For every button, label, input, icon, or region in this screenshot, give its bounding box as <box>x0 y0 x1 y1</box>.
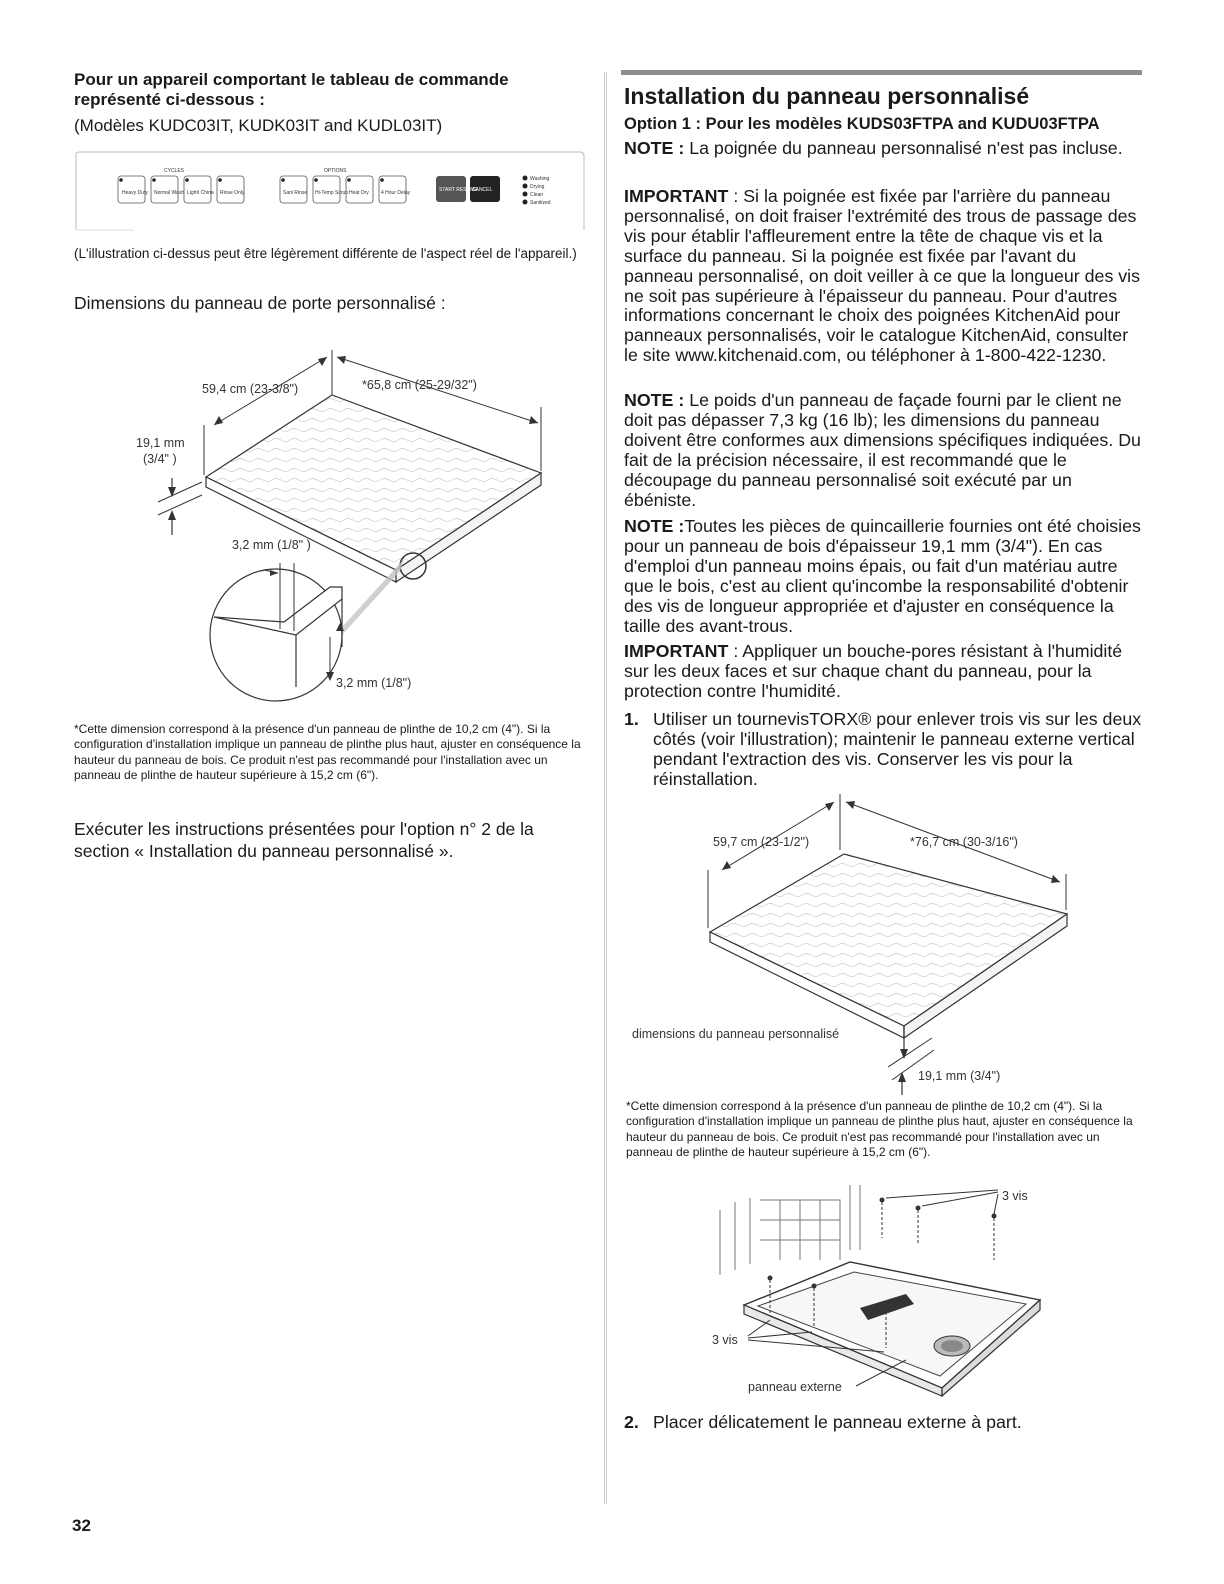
panel-dimensions-diagram <box>74 335 594 715</box>
start-resume-label: START RESUME <box>439 187 478 193</box>
note2-text: Le poids d'un panneau de façade fourni par le client ne doit pas dépasser 7,3 kg (16 lb); les dimensions du panneau doivent être conformes aux dimensions spécifiques indiquées. Du fait de la précision nécessaire, il est recommandé que le découpage du panneau personnalisé soit exécuté par un ébéniste. <box>624 390 1141 510</box>
panel-label: dimensions du panneau personnalisé <box>632 1027 840 1041</box>
outer-panel-label: panneau externe <box>748 1380 842 1394</box>
height-label: *76,7 cm (30-3/16") <box>910 835 1018 849</box>
thickness-label-in: (3/4" ) <box>143 452 177 466</box>
important2-text: : Appliquer un bouche-pores résistant à l'humidité sur les deux faces et sur chaque chant du panneau, pour la protection contre l'humidité. <box>624 641 1123 701</box>
important-handle <box>624 187 1144 366</box>
important2-label: IMPORTANT <box>624 641 729 661</box>
note-weight <box>624 391 1144 510</box>
note2-label: NOTE : <box>624 390 685 410</box>
note1-text: La poignée du panneau personnalisé n'est pas incluse. <box>684 138 1123 158</box>
step1-text: Utiliser un tournevisTORX® pour enlever trois vis sur les deux côtés (voir l'illustration); maintenir le panneau externe vertical pendant l'extraction des vis. Conserver les vis pour la réinstallation. <box>653 709 1142 789</box>
section-title: Installation du panneau personnalisé <box>624 83 1030 109</box>
note1-label: NOTE : <box>624 138 685 158</box>
sanitized-light-label: Sanitized <box>530 200 551 206</box>
note-hardware <box>624 517 1144 636</box>
door-screws-diagram <box>700 1180 1080 1405</box>
heat-dry-label: Heat Dry <box>349 190 369 196</box>
note-handle <box>624 139 1144 159</box>
washing-light-label: Washing <box>530 176 550 182</box>
execute-instructions: Exécuter les instructions présentées pour l'option n° 2 de la section « Installation du panneau personnalisé ». <box>74 819 534 861</box>
options-label: OPTIONS <box>324 168 347 174</box>
left-models: (Modèles KUDC03IT, KUDK03IT and KUDL03IT) <box>74 116 443 135</box>
heavy-duty-label: Heavy Duty <box>122 190 148 196</box>
sani-rinse-label: Sani Rinse <box>283 190 308 196</box>
dimensions-title: Dimensions du panneau de porte personnalisé : <box>74 293 446 313</box>
thickness-label: 19,1 mm (3/4") <box>918 1069 1001 1083</box>
column-divider <box>604 72 608 1504</box>
custom-panel-dimensions-diagram <box>622 790 1142 1095</box>
step2-number: 2. <box>624 1412 639 1432</box>
note3-text: Toutes les pièces de quincaillerie fournies ont été choisies pour un panneau de bois d'épaisseur 19,1 mm (3/4"). En cas d'emploi d'un panneau moins épais, ou fait d'un matériau autre que le bois, c'est au client qu'incombe la responsabilité d'obtenir des vis de longueur appropriée et d'ajuster en conséquence la taille des avant-trous. <box>624 516 1141 636</box>
note3-label: NOTE : <box>624 516 685 536</box>
left-footnote: *Cette dimension correspond à la présence d'un panneau de plinthe de 10,2 cm (4"). Si la configuration d'installation implique un panneau de plinthe plus haut, ajuster en conséquence la hauteur du panneau de bois. Ce produit n'est pas recommandé pour l'installation avec un panneau de plinthe de hauteur supérieure à 15,2 cm (6"). <box>74 722 581 783</box>
height-label: *65,8 cm (25-29/32") <box>362 378 477 392</box>
width-label: 59,4 cm (23-3/8") <box>202 382 299 396</box>
left-heading: Pour un appareil comportant le tableau de commande représenté ci-dessous : <box>74 70 509 109</box>
section-rule <box>621 70 1142 75</box>
option-title: Option 1 : Pour les modèles KUDS03FTPA and KUDU03FTPA <box>624 115 1100 133</box>
cycles-label: CYCLES <box>164 168 185 174</box>
cancel-label: CANCEL <box>472 187 493 193</box>
right-footnote: *Cette dimension correspond à la présence d'un panneau de plinthe de 10,2 cm (4"). Si la configuration d'installation implique un panneau de plinthe plus haut, ajuster en conséquence la hauteur du panneau de bois. Ce produit n'est pas recommandé pour l'installation avec un panneau de plinthe de hauteur supérieure à 15,2 cm (6"). <box>626 1099 1133 1160</box>
important1-label: IMPORTANT <box>624 186 729 206</box>
width-label: 59,7 cm (23-1/2") <box>713 835 810 849</box>
thickness-label-mm: 19,1 mm <box>136 436 185 450</box>
control-panel-illustration <box>74 150 586 232</box>
illustration-caption: (L'illustration ci-dessus peut être légèrement différente de l'aspect réel de l'appareil.) <box>74 246 577 261</box>
step2-text: Placer délicatement le panneau externe à part. <box>653 1412 1022 1432</box>
important-sealant <box>624 642 1144 702</box>
screws-bottom-label: 3 vis <box>712 1333 738 1347</box>
normal-wash-label: Normal Wash <box>154 190 185 196</box>
clean-light-label: Clean <box>530 192 544 198</box>
step-2 <box>624 1412 1144 1432</box>
step-1 <box>624 709 1144 789</box>
4-hour-delay-label: 4 Hour Delay <box>381 190 411 196</box>
page-number: 32 <box>72 1516 91 1535</box>
screws-top-label: 3 vis <box>1002 1189 1028 1203</box>
rinse-only-label: Rinse Only <box>220 190 245 196</box>
light-china-label: Light/ China <box>187 190 214 196</box>
important1-text: : Si la poignée est fixée par l'arrière du panneau personnalisé, on doit fraiser l'extrémité des trous de passage des vis pour établir l'affleurement entre la tête de chaque vis et la surface du panneau. Si la poignée est fixée par l'avant du panneau personnalisé, on doit veiller à ce que la longueur des vis ne soit pas supérieure à l'épaisseur du panneau. Pour d'autres informations concernant le choix des poignées KitchenAid pour panneaux personnalisés, voir le catalogue KitchenAid, consulter le site www.kitchenaid.com, ou téléphoner à 1-800-422-1230. <box>624 186 1141 366</box>
hi-temp-scrub-label: Hi-Temp Scrub <box>315 190 349 196</box>
edge-label-top: 3,2 mm (1/8" ) <box>232 538 311 552</box>
step1-number: 1. <box>624 709 639 729</box>
drying-light-label: Drying <box>530 184 545 190</box>
edge-label-bottom: 3,2 mm (1/8") <box>336 676 412 690</box>
